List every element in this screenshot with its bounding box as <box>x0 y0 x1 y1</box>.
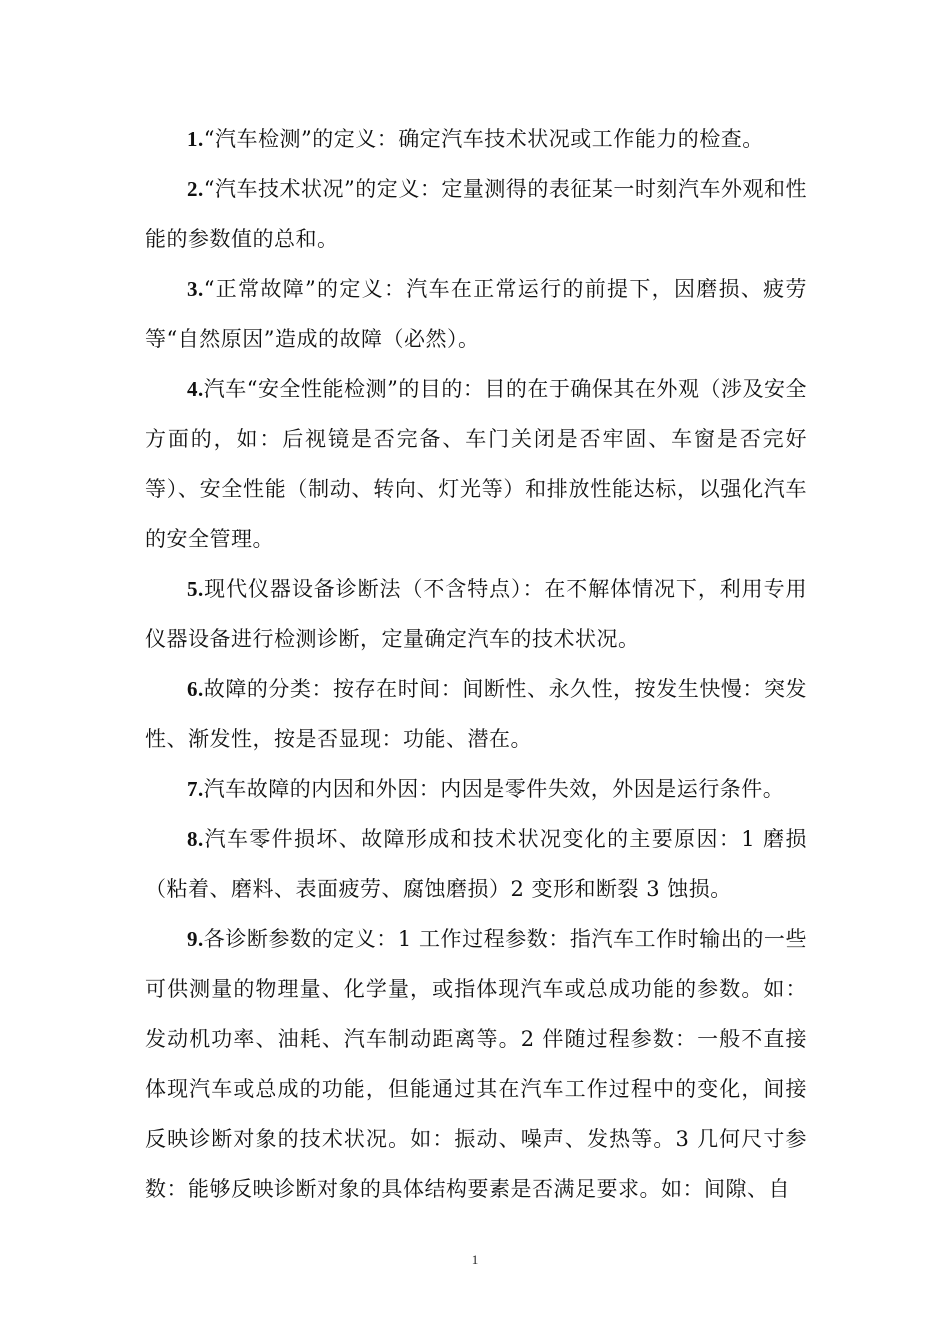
paragraph-text: 汽车故障的内因和外因：内因是零件失效，外因是运行条件。 <box>203 777 785 801</box>
paragraph-3 <box>145 264 807 364</box>
paragraph-number: 4. <box>187 377 204 401</box>
paragraph-text: “汽车检测”的定义：确定汽车技术状况或工作能力的检查。 <box>203 127 764 151</box>
paragraph-number: 9. <box>187 927 204 951</box>
paragraph-1 <box>145 114 807 164</box>
paragraph-number: 6. <box>187 677 204 701</box>
paragraph-text: 现代仪器设备诊断法（不含特点）：在不解体情况下，利用专用仪器设备进行检测诊断，定量确定汽车的技术状况。 <box>145 577 807 651</box>
paragraph-8 <box>145 814 807 914</box>
paragraph-4 <box>145 364 807 564</box>
paragraph-text: “正常故障”的定义：汽车在正常运行的前提下，因磨损、疲劳等“自然原因”造成的故障（必然）。 <box>145 277 807 351</box>
paragraph-number: 2. <box>187 177 204 201</box>
page-number: 1 <box>471 1252 479 1267</box>
paragraph-number: 3. <box>187 277 204 301</box>
paragraph-text: 汽车零件损坏、故障形成和技术状况变化的主要原因：1 磨损（粘着、磨料、表面疲劳、腐蚀磨损）2 变形和断裂 3 蚀损。 <box>145 827 807 901</box>
paragraph-text: 各诊断参数的定义：1 工作过程参数：指汽车工作时输出的一些可供测量的物理量、化学量，或指体现汽车或总成功能的参数。如：发动机功率、油耗、汽车制动距离等。2 伴随过程参数：一般不直接体现汽车或总成的功能，但能通过其在汽车工作过程中的变化，间接反映诊断对象的技术状况。如：振动、噪声、发热等。3 几何尺寸参数：能够反映诊断对象的具体结构要素是否满足要求。如：间隙、自 <box>145 927 807 1201</box>
paragraph-6 <box>145 664 807 764</box>
document-body <box>145 114 807 1214</box>
paragraph-5 <box>145 564 807 664</box>
paragraph-text: 故障的分类：按存在时间：间断性、永久性，按发生快慢：突发性、渐发性，按是否显现：功能、潜在。 <box>145 677 807 751</box>
paragraph-text: 汽车“安全性能检测”的目的：目的在于确保其在外观（涉及安全方面的，如：后视镜是否完备、车门关闭是否牢固、车窗是否完好等）、安全性能（制动、转向、灯光等）和排放性能达标，以强化汽车的安全管理。 <box>145 377 807 551</box>
paragraph-number: 5. <box>187 577 204 601</box>
paragraph-9 <box>145 914 807 1214</box>
paragraph-number: 8. <box>187 827 204 851</box>
paragraph-2 <box>145 164 807 264</box>
paragraph-number: 7. <box>187 777 204 801</box>
paragraph-text: “汽车技术状况”的定义：定量测得的表征某一时刻汽车外观和性能的参数值的总和。 <box>145 177 807 251</box>
paragraph-7 <box>145 764 807 814</box>
paragraph-number: 1. <box>187 127 204 151</box>
